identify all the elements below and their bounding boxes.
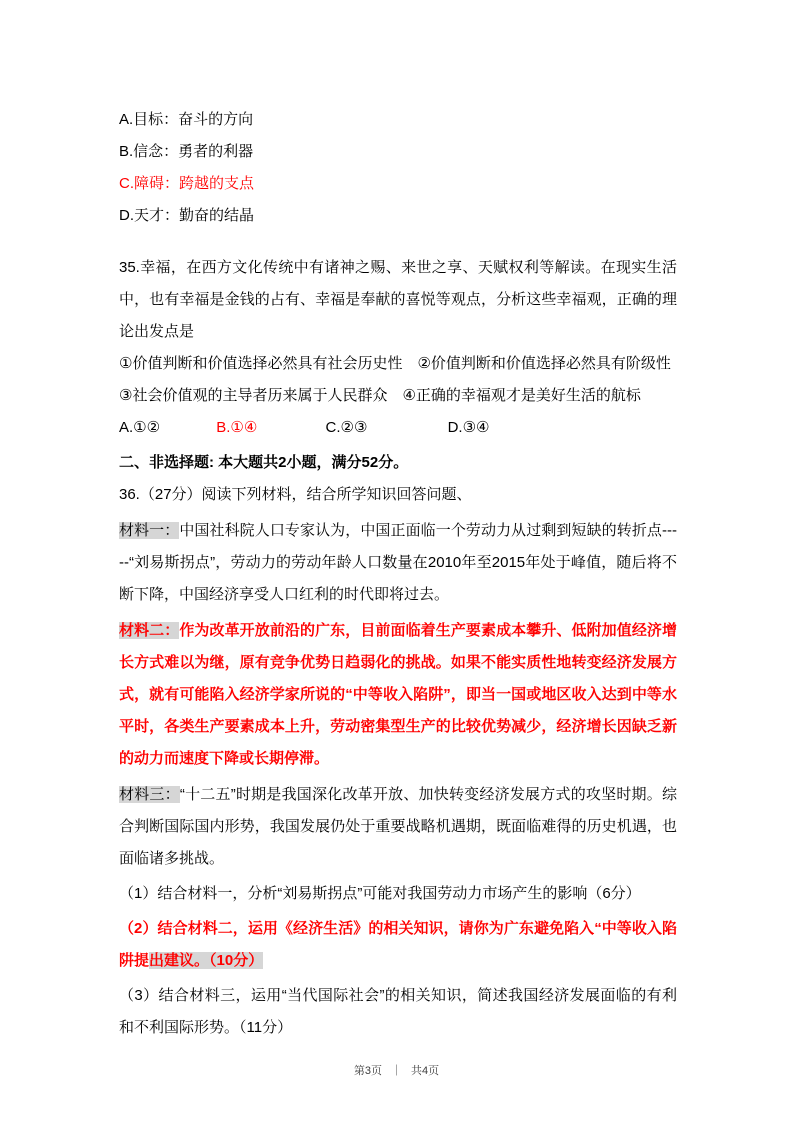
question-35-answer-row [119, 412, 677, 444]
answer-option-a: A.①② [119, 419, 161, 436]
answer-option-b: B.①④ [216, 419, 258, 436]
question-35 [119, 252, 677, 444]
footer-page-number: 第3页 [353, 1065, 382, 1077]
choice-b: B.信念：勇者的利器 [119, 143, 254, 160]
choice-d: D.天才：勤奋的结晶 [119, 207, 255, 224]
material-1-text: 中国社科院人口专家认为，中国正面临一个劳动力从过剩到短缺的转折点-----“刘易斯拐点”，劳动力的劳动年龄人口数量在2010年至2015年处于峰值，随后将不断下降，中国经济享受人口红利的时代即将过去。 [119, 522, 677, 603]
question-35-stem: 35.幸福，在西方文化传统中有诸神之赐、来世之享、天赋权利等解读。在现实生活中，也有幸福是金钱的占有、幸福是奉献的喜悦等观点，分析这些幸福观，正确的理论出发点是 [119, 259, 677, 340]
sub-question-2-highlighted-text: 出建议。（10分） [149, 952, 264, 969]
choice-c: C.障碍：跨越的支点 [119, 175, 255, 192]
question-35-statements-line2: ③社会价值观的主导者历来属于人民群众 ④正确的幸福观才是美好生活的航标 [119, 387, 641, 404]
question-35-statements-line1: ①价值判断和价值选择必然具有社会历史性 ②价值判断和价值选择必然具有阶级性 [119, 355, 671, 372]
material-2-text: 作为改革开放前沿的广东，目前面临着生产要素成本攀升、低附加值经济增长方式难以为继，原有竞争优势日趋弱化的挑战。如果不能实质性地转变经济发展方式，就有可能陷入经济学家所说的“中等收入陷阱”，即当一国或地区收入达到中等水平时，各类生产要素成本上升，劳动密集型生产的比较优势减少，经济增长因缺乏新的动力而速度下降或长期停滞。 [119, 622, 677, 767]
sub-question-1: （1）结合材料一，分析“刘易斯拐点”可能对我国劳动力市场产生的影响（6分） [119, 885, 641, 902]
answer-option-c: C.②③ [325, 419, 368, 436]
page-footer [0, 1062, 793, 1078]
material-2 [119, 615, 677, 775]
answer-option-d: D.③④ [447, 419, 490, 436]
material-1-label: 材料一： [119, 522, 180, 539]
sub-question-2-text: （2）结合材料二，运用《经济生活》的相关知识，请你为广东避免陷入“中等收入陷阱提 [119, 920, 677, 969]
material-2-label: 材料二： [119, 622, 180, 639]
material-3 [119, 779, 677, 875]
sub-question-2 [119, 913, 677, 977]
choice-a: A.目标：奋斗的方向 [119, 111, 254, 128]
section-2-heading: 二、非选择题: 本大题共2小题，满分52分。 [119, 454, 409, 471]
sub-question-3: （3）结合材料三，运用“当代国际社会”的相关知识，简述我国经济发展面临的有利和不利国际形势。（11分） [119, 987, 677, 1036]
question-36-intro: 36.（27分）阅读下列材料，结合所学知识回答问题、 [119, 486, 472, 503]
footer-total-pages: 共4页 [411, 1065, 440, 1077]
material-3-label: 材料三： [119, 786, 180, 803]
material-1 [119, 515, 677, 611]
footer-separator: ｜ [391, 1065, 402, 1077]
material-3-text: “十二五”时期是我国深化改革开放、加快转变经济发展方式的攻坚时期。综合判断国际国内形势，我国发展仍处于重要战略机遇期，既面临难得的历史机遇，也面临诸多挑战。 [119, 786, 677, 867]
